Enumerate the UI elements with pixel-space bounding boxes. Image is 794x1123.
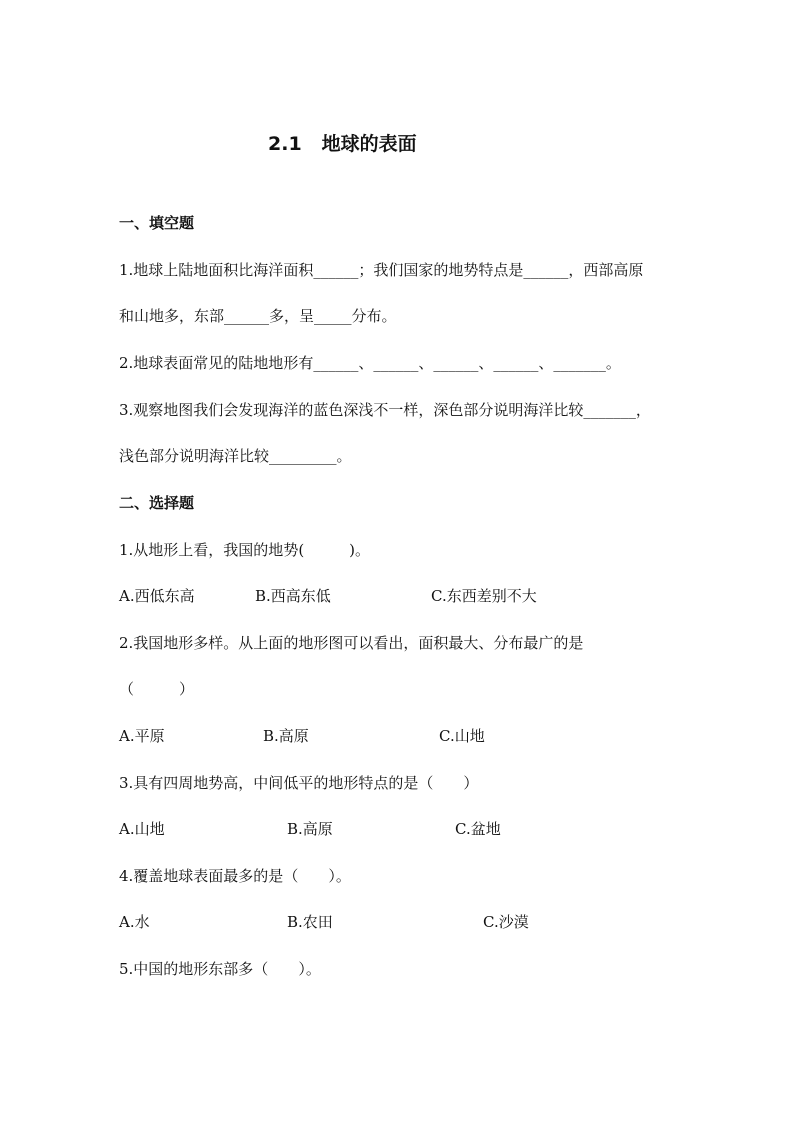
choice-q4-option-b: B.农田: [287, 913, 333, 931]
choice-q1-option-c: C.东西差别不大: [431, 587, 537, 605]
choice-q3-option-c: C.盆地: [455, 820, 501, 838]
choice-q4-stem: 4.覆盖地球表面最多的是（ ）。: [119, 867, 351, 885]
choice-q2-option-a: A.平原: [119, 727, 165, 745]
section-heading-fill: 一、填空题: [119, 214, 195, 232]
choice-q1-option-b: B.西高东低: [255, 587, 331, 605]
choice-q1-option-a: A.西低东高: [119, 587, 195, 605]
choice-q2-option-b: B.高原: [263, 727, 309, 745]
page-title: [268, 132, 417, 156]
choice-q3-option-b: B.高原: [287, 820, 333, 838]
choice-q2-stem: 2.我国地形多样。从上面的地形图可以看出，面积最大、分布最广的是: [119, 634, 584, 652]
choice-q5-stem: 5.中国的地形东部多（ ）。: [119, 960, 321, 978]
choice-q2-paren: （ ）: [119, 680, 195, 698]
choice-q2-option-c: C.山地: [439, 727, 485, 745]
fill-q3-line1: 3.观察地图我们会发现海洋的蓝色深浅不一样，深色部分说明海洋比较_______，: [119, 401, 651, 419]
choice-q3-stem: 3.具有四周地势高，中间低平的地形特点的是（ ）: [119, 774, 479, 792]
choice-q1-stem: 1.从地形上看，我国的地势( )。: [119, 541, 371, 559]
choice-q4-option-c: C.沙漠: [483, 913, 529, 931]
choice-q3-option-a: A.山地: [119, 820, 165, 838]
title-text: 地球的表面: [321, 133, 417, 155]
fill-q1-line2: 和山地多，东部______多，呈_____分布。: [119, 307, 397, 325]
choice-q4-option-a: A.水: [119, 913, 150, 931]
fill-q2: 2.地球表面常见的陆地地形有______、______、______、______、_______。: [119, 354, 621, 372]
section-heading-choice: 二、选择题: [119, 494, 195, 512]
fill-q3-line2: 浅色部分说明海洋比较_________。: [119, 447, 352, 465]
fill-q1-line1: 1.地球上陆地面积比海洋面积______；我们国家的地势特点是______，西部高原: [119, 261, 644, 279]
title-number: 2.1: [268, 133, 302, 155]
